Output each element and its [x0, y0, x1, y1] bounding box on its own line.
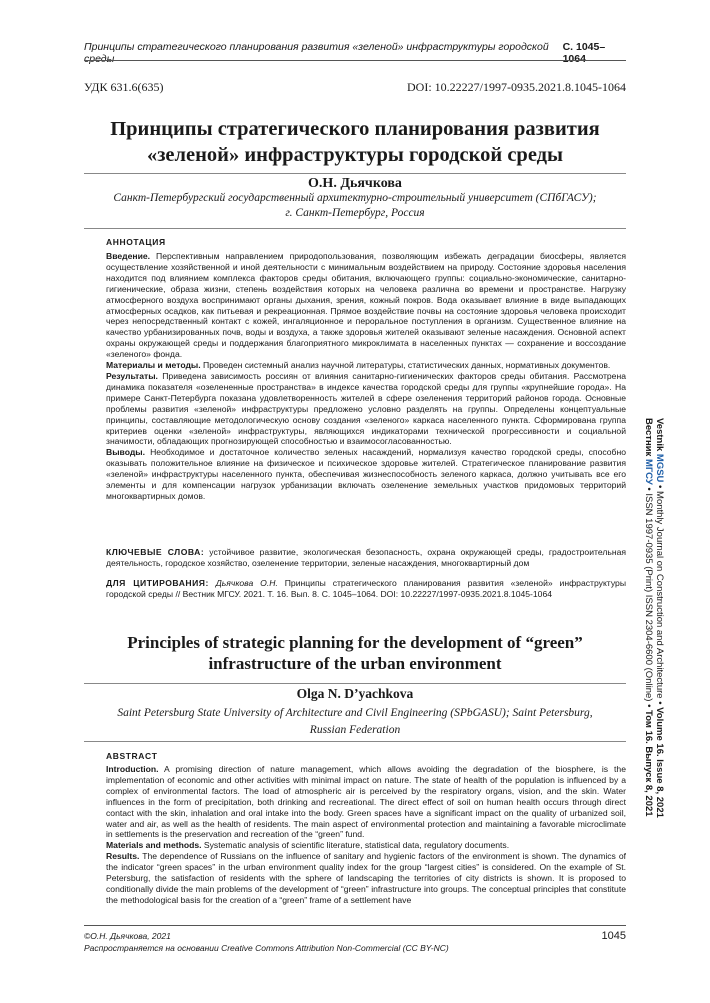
affiliation-ru-line-2: г. Санкт-Петербург, Россия [285, 207, 425, 219]
abstract-ru-conclusions [106, 447, 626, 502]
affiliation-en-line-1: Saint Petersburg State University of Architecture and Civil Engineering (SPbGASU); Saint Petersburg, [117, 707, 593, 719]
citation-label: ДЛЯ ЦИТИРОВАНИЯ: [106, 578, 209, 588]
author-en-divider-top [84, 683, 626, 684]
abstract-en-introduction [106, 764, 626, 840]
udk-code: УДК 631.6(635) [84, 80, 164, 94]
abstract-heading-ru: АННОТАЦИЯ [106, 237, 166, 247]
results-text-en: The dependence of Russians on the influence of sanitary and hygienic factors of the environment is shown. The dynamics of the indicator “green spaces” in the urban environment quality index for the group “largest cities” is considered. On the example of St. Petersburg, the satisfaction of residents with the sphere of landscaping the territories of city districts is shown. It is proposed to conditionally divide the main problems of the development of “green” infrastructure into groups. The conceptual principles that constitute the methodological basis for the creation of a “green” frame of a settlement have [106, 851, 626, 905]
affiliation-ru [84, 191, 626, 221]
journal-side-banner [643, 418, 663, 898]
footer-divider [84, 925, 626, 926]
citation-ru [106, 578, 626, 600]
keywords-text: устойчивое развитие, экологическая безопасность, охрана окружающей среды, градостроительная деятельность, городское хозяйство, озеленение территории, зеленые насаждения, многоквартирный дом [106, 547, 627, 568]
running-header-title: Принципы стратегического планирования развития «зеленой» инфраструктуры городской среды [84, 41, 549, 65]
intro-text-en: A promising direction of nature management, which allows avoiding the degradation of the biosphere, is the implementation of economic and other activities with minimal impact on nature. The state of health of the population is influenced by a complex of environmental factors. The load of atmospheric air is perceived by the respiratory organs, vision, and the skin. Water influences in the form of precipitation, both drinking and recreational. The direct effect of soil on human health occurs through direct contact with the skin, inhalation and oral intake into the body. Green spaces have a significant impact on the quality of urbanized soil, water and air, as well as the health of residents. The main aspect of environmental protection and maintaining a favorable microclimate in settlements is the preservation and recreation of the “green” fund. [106, 764, 626, 840]
keywords-ru [106, 547, 626, 569]
side-en-journal: • Monthly Journal on Construction and Architecture • [654, 482, 665, 705]
author-divider-top [84, 173, 626, 174]
conclusions-label: Выводы. [106, 447, 146, 458]
side-ru-issue: Том 16. Выпуск 8, 2021 [643, 707, 654, 817]
author-en-divider-bottom [84, 741, 626, 742]
results-text: Приведена зависимость россиян от влияния санитарно-гигиенических факторов среды обитания. Рассмотрена динамика показателя «озелененные пространства» в индексе качества городской среды для группы «крупнейшие города». На примере Санкт-Петербурга показана удовлетворенность жителей в сфере озеленения территорий районов города. Основные проблемы развития «зеленой» инфраструктуры предложено условно разделять на группы. Определены концептуальные принципы, составляющие методологическую основу создания «зеленого» каркаса населенного пункта. Сформирована группа критериев оценки «зеленой» инфраструктуры, являющихся индикаторами технической прогрессивности и социальной значимости, обладающих прогнозирующей способностью и взаимосогласованностью. [106, 370, 626, 447]
author-en: Olga N. D’yachkova [296, 686, 414, 701]
abstract-ru [106, 251, 626, 502]
doi-link[interactable]: DOI: 10.22227/1997-0935.2021.8.1045-1064 [407, 80, 626, 94]
affiliation-ru-line-1: Санкт-Петербургский государственный архитектурно-строительный университет (СПбГАСУ); [113, 192, 597, 204]
conclusions-text: Необходимое и достаточное количество зеленых насаждений, нормализуя качество городской среды, способно оказывать положительное влияние на физическое и психическое здоровье жителей. Стратегическое планирование развития «зеленой» инфраструктуры населенного пункта, обеспечивая жизнеспособность зеленого каркаса, должно учитывать все его элементы и для компенсации нагрузок урбанизации включать озеленение земельных участков придомовых территорий многоквартирных домов. [106, 447, 626, 501]
author-ru: О.Н. Дьячкова [308, 176, 402, 191]
running-header-pages: С. 1045–1064 [562, 41, 606, 65]
citation-author: Дьячкова О.Н. [208, 578, 278, 588]
side-en-prefix: Vestnik [654, 418, 665, 452]
abstract-ru-introduction [106, 251, 626, 360]
methods-label: Материалы и методы. [106, 360, 201, 371]
title-en-line-1: Principles of strategic planning for the development of “green” [127, 633, 583, 652]
header-divider [84, 60, 626, 61]
side-en-issue: Volume 16. Issue 8, 2021 [654, 704, 665, 818]
author-divider-bottom [84, 228, 626, 229]
results-label: Результаты. [106, 370, 158, 381]
keywords-label: КЛЮЧЕВЫЕ СЛОВА: [106, 547, 205, 557]
affiliation-en-line-2: Russian Federation [309, 724, 401, 736]
running-header [84, 41, 626, 65]
abstract-en [106, 764, 626, 919]
side-banner-line-ru [643, 418, 654, 817]
intro-text: Перспективным направлением природопользования, позволяющим избежать деградации биосферы, является осуществление хозяйственной и иной деятельности с минимальным воздействием на природу. Состояние здоровья населения находится под влиянием комплекса факторов среды обитания, включающего группы: социально-экономические, санитарно-гигиенические, образа жизни, степень воздействия которых на человека различна во времени и пространстве. Нагрузку атмосферного воздуха воспринимают органы дыхания, зрения, кожный покров. Вода оказывает влияние в виде выпадающих атмосферных осадков, как питьевая и рекреационная. Прямое воздействие почвы на состояние здоровья человека происходит через непосредственный контакт с кожей, ингаляционное и пероральное поступления в организм. Существенное влияние на качество урбанизированных почв, воды и воздуха, а также здоровья жителей оказывают зеленые насаждения. Основной аспект охраны окружающей среды и поддержания благоприятного микроклимата в населенных пунктах — сохранение и воссоздание «зеленого» фонда. [106, 251, 626, 360]
page-number: 1045 [601, 930, 626, 942]
citation-text: Принципы стратегического планирования развития «зеленой» инфраструктуры городской среды // Вестник МГСУ. 2021. Т. 16. Вып. 8. С. 1045–1064. DOI: 10.22227/1997-0935.2021.8.1045-1064 [106, 578, 626, 599]
methods-text: Проведен системный анализ научной литературы, статистических данных, нормативных документов. [200, 360, 611, 371]
methods-label-en: Materials and methods. [106, 840, 202, 851]
footer-license [84, 930, 449, 954]
title-ru-line-2: «зеленой» инфраструктуры городской среды [146, 144, 564, 166]
side-ru-brand: МГСУ [643, 458, 654, 485]
abstract-ru-results [106, 371, 626, 447]
copyright-text: ©О.Н. Дьячкова, 2021 [84, 931, 171, 941]
abstract-ru-methods [106, 360, 626, 371]
results-label-en: Results. [106, 851, 140, 862]
intro-label-en: Introduction. [106, 764, 159, 774]
license-text[interactable]: Распространяется на основании Creative Commons Attribution Non-Commercial (CC BY-NC) [84, 943, 449, 953]
side-en-brand: MGSU [654, 453, 665, 483]
side-ru-issn: • ISSN 1997-0935 (Print) ISSN 2304-6600 (Online) • [643, 484, 654, 708]
title-ru-line-1: Принципы стратегического планирования развития [110, 118, 600, 140]
side-ru-prefix: Вестник [643, 418, 654, 457]
article-title-en [84, 632, 626, 674]
article-title-ru [84, 116, 626, 168]
intro-label: Введение. [106, 251, 151, 261]
abstract-en-methods [106, 840, 626, 851]
side-banner-line-en [654, 418, 665, 818]
affiliation-en [84, 705, 626, 739]
title-en-line-2: infrastructure of the urban environment [208, 654, 502, 673]
abstract-en-results [106, 851, 626, 906]
abstract-heading-en: ABSTRACT [106, 751, 158, 761]
methods-text-en: Systematic analysis of scientific literature, statistical data, regulatory documents. [201, 840, 510, 851]
article-identifiers [84, 80, 626, 95]
